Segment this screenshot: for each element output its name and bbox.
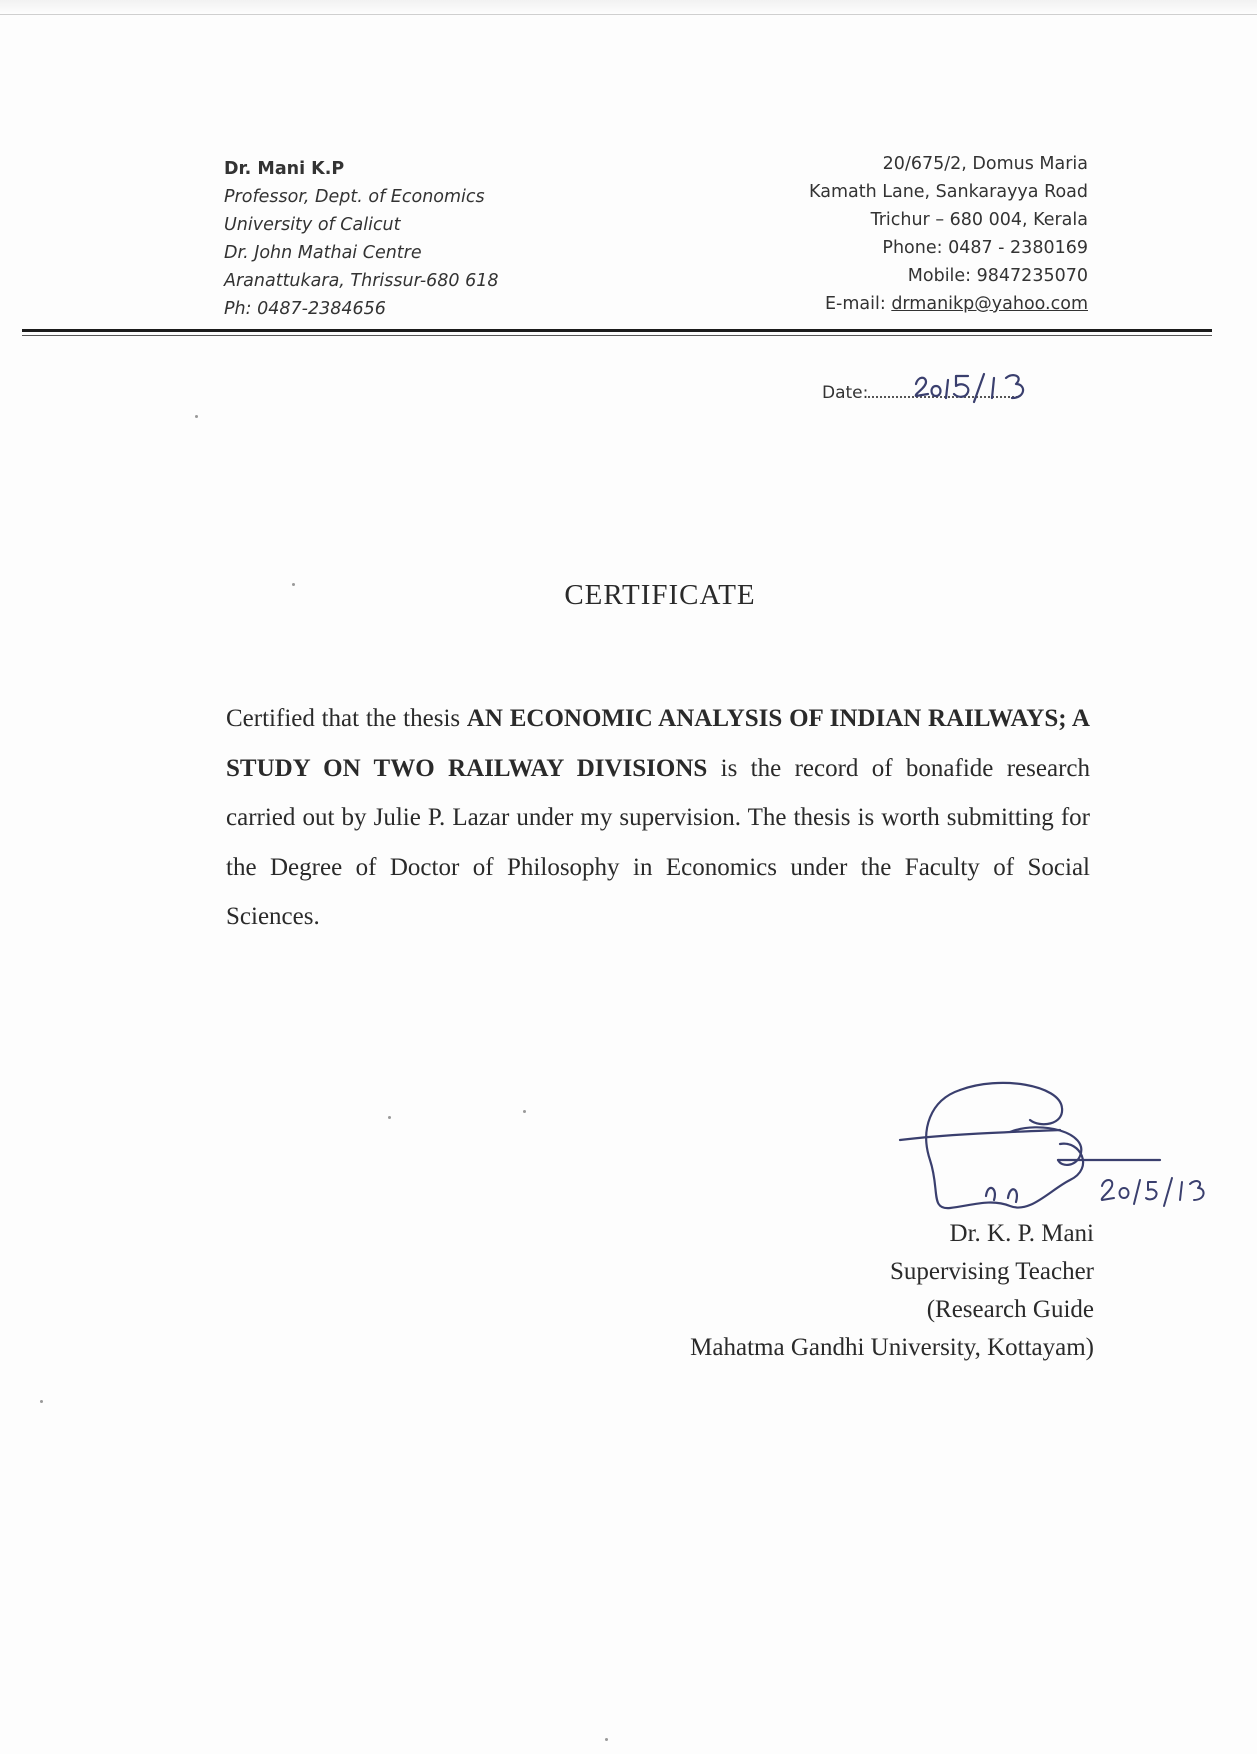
letterhead-address (809, 150, 1088, 318)
sender-phone: Ph: 0487-2384656 (224, 299, 386, 319)
address-mobile: Mobile: 9847235070 (907, 266, 1088, 286)
email-label: E-mail: (824, 294, 892, 314)
address-line-3: Trichur – 680 004, Kerala (870, 210, 1088, 230)
body-intro: Certified that the thesis (226, 705, 467, 732)
sender-university: University of Calicut (224, 215, 401, 235)
address-line-1: 20/675/2, Domus Maria (882, 154, 1088, 174)
scan-speck (523, 1110, 526, 1113)
scan-speck (388, 1116, 391, 1119)
sender-name: Dr. Mani K.P (224, 159, 345, 179)
scan-speck (292, 583, 295, 586)
scan-top-edge (0, 0, 1257, 15)
handwritten-signature (890, 1070, 1220, 1230)
sender-centre: Dr. John Mathai Centre (224, 243, 422, 263)
handwritten-date-text: 20/5/13 (910, 362, 914, 363)
signatory-name: Dr. K. P. Mani (949, 1220, 1094, 1247)
sender-place: Aranattukara, Thrissur-680 618 (224, 271, 499, 291)
thesis-title: AN ECONOMIC ANALYSIS OF INDIAN RAILWAYS; A STUDY ON TWO RAILWAY DIVISIONS (226, 705, 1090, 782)
address-email-line (809, 290, 1088, 318)
signatory-guide: (Research Guide (926, 1296, 1094, 1323)
address-line-2: Kamath Lane, Sankarayya Road (809, 182, 1088, 202)
scan-speck (605, 1738, 608, 1741)
handwritten-date (910, 362, 1040, 408)
sender-title: Professor, Dept. of Economics (224, 187, 485, 207)
signatory-university: Mahatma Gandhi University, Kottayam) (690, 1334, 1094, 1361)
letterhead-divider (22, 329, 1212, 332)
date-label: Date: (822, 383, 869, 403)
signatory-block (690, 1215, 1094, 1367)
certificate-title: CERTIFICATE (564, 579, 756, 611)
signatory-role: Supervising Teacher (890, 1258, 1094, 1285)
certificate-body (226, 694, 1090, 942)
email-link[interactable]: drmanikp@yahoo.com (891, 294, 1088, 314)
scan-speck (40, 1400, 43, 1403)
scan-speck (195, 415, 198, 418)
letterhead-sender (224, 155, 499, 323)
letterhead-divider-thin (22, 335, 1212, 336)
body-rest: is the record of bonafide research carried out by Julie P. Lazar under my supervision. The thesis is worth submitting for the Degree of Doctor of Philosophy in Economics under the Faculty of Social Sciences. (226, 754, 1090, 930)
address-phone: Phone: 0487 - 2380169 (882, 238, 1088, 258)
signature-date-text: 20/5/13 (890, 1070, 894, 1071)
